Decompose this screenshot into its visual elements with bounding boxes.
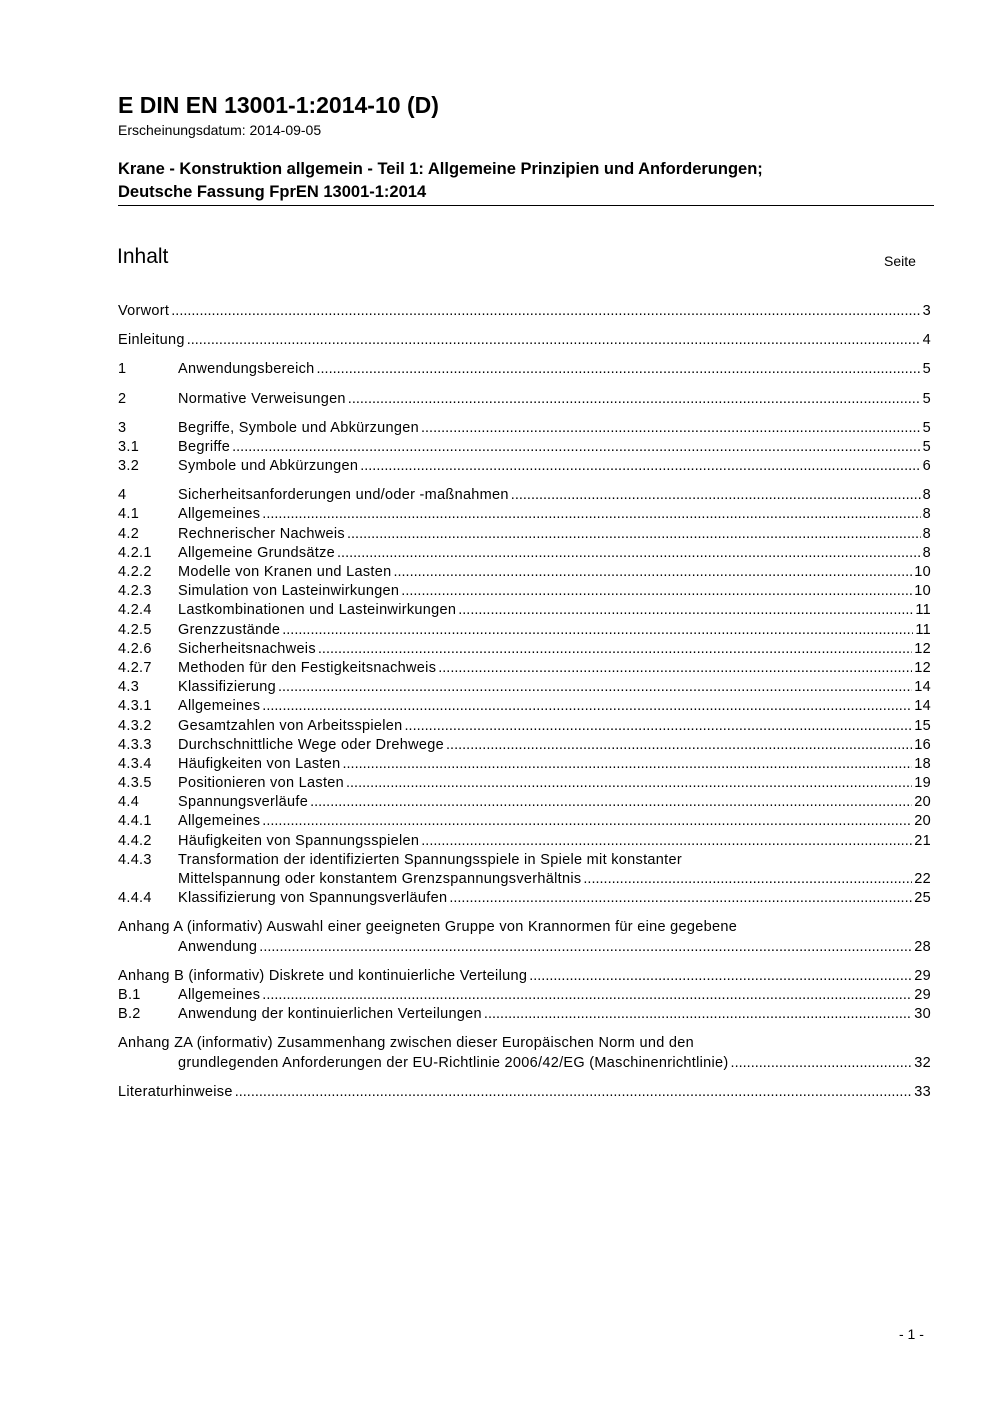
toc-entry-title: Rechnerischer Nachweis [178, 525, 345, 542]
toc-leader-dots [318, 640, 912, 659]
title-divider [118, 205, 934, 206]
toc-entry-number: 2 [118, 390, 127, 407]
toc-entry-page: 21 [914, 832, 931, 849]
toc-entry-page: 5 [922, 419, 931, 436]
toc-leader-dots [484, 1005, 912, 1024]
toc-entry-number: 3.1 [118, 438, 140, 455]
toc-leader-dots [405, 717, 913, 736]
document-title: E DIN EN 13001-1:2014-10 (D) [118, 92, 439, 118]
toc-leader-dots [421, 419, 921, 438]
toc-entry-number: 4.3.4 [118, 755, 152, 772]
toc-leader-dots [449, 889, 912, 908]
toc-entry[interactable] [118, 457, 931, 476]
toc-entry-number: 4.3.2 [118, 717, 152, 734]
toc-entry-number: 4 [118, 487, 127, 504]
toc-entry[interactable] [118, 918, 931, 956]
toc-leader-dots [360, 457, 920, 476]
toc-entry-number: 4.3 [118, 679, 140, 696]
toc-leader-dots [731, 1054, 913, 1073]
toc-entry-title: Simulation von Lasteinwirkungen [178, 583, 400, 600]
toc-leader-dots [346, 774, 912, 793]
toc-entry[interactable] [118, 331, 931, 350]
toc-entry-title: Allgemeines [178, 987, 261, 1004]
toc-entry[interactable] [118, 302, 931, 321]
toc-entry-page: 30 [914, 1006, 931, 1023]
toc-leader-dots [262, 986, 912, 1005]
toc-entry-number: 4.2.5 [118, 621, 152, 638]
toc-entry[interactable] [118, 640, 931, 659]
toc-entry-number: 4.2.4 [118, 602, 152, 619]
toc-entry-page: 5 [922, 390, 931, 407]
toc-entry-title: Klassifizierung [178, 679, 276, 696]
toc-entry-page: 20 [914, 794, 931, 811]
toc-entry[interactable] [118, 774, 931, 793]
toc-leader-dots [511, 486, 921, 505]
toc-entry-page: 29 [914, 967, 931, 984]
toc-entry-number: 4.3.1 [118, 698, 152, 715]
toc-leader-dots [347, 525, 921, 544]
toc-entry-title: Literaturhinweise [118, 1083, 233, 1100]
toc-entry-title: Spannungsverläufe [178, 794, 309, 811]
toc-entry-page: 28 [914, 938, 931, 955]
toc-entry-number: 3 [118, 419, 127, 436]
toc-entry-title-line-1: Anhang A (informativ) Auswahl einer geeigneten Gruppe von Krannormen für eine gegebene [118, 919, 738, 936]
toc-entry-title: Anhang B (informativ) Diskrete und kontinuierliche Verteilung [118, 967, 528, 984]
toc-page-column-label: Seite [884, 253, 916, 269]
toc-entry-title-line-1: Anhang ZA (informativ) Zusammenhang zwischen dieser Europäischen Norm und den [118, 1035, 694, 1052]
toc-entry[interactable] [118, 736, 931, 755]
toc-heading: Inhalt [117, 245, 169, 268]
toc-entry-page: 25 [914, 890, 931, 907]
toc-entry-title-line-2: Anwendung [178, 938, 258, 955]
toc-entry[interactable] [118, 851, 931, 889]
toc-entry[interactable] [118, 601, 931, 620]
toc-leader-dots [583, 870, 912, 889]
toc-entry-number: 4.4.2 [118, 832, 152, 849]
toc-entry[interactable] [118, 582, 931, 601]
table-of-contents [118, 302, 931, 1102]
toc-entry-title-line-2: Mittelspannung oder konstantem Grenzspannungsverhältnis [178, 871, 582, 888]
toc-entry[interactable] [118, 1034, 931, 1072]
toc-entry-page: 19 [914, 775, 931, 792]
toc-entry-title: Symbole und Abkürzungen [178, 458, 359, 475]
toc-entry-title: Vorwort [118, 302, 170, 319]
toc-entry-page: 14 [914, 698, 931, 715]
toc-entry-title: Grenzzustände [178, 621, 281, 638]
toc-entry[interactable] [118, 544, 931, 563]
toc-entry-title-line-2: grundlegenden Anforderungen der EU-Richtlinie 2006/42/EG (Maschinenrichtlinie) [178, 1054, 729, 1071]
toc-leader-dots [337, 544, 921, 563]
toc-entry[interactable] [118, 889, 931, 908]
toc-entry[interactable] [118, 659, 931, 678]
toc-entry-page: 5 [922, 361, 931, 378]
toc-leader-dots [317, 360, 921, 379]
toc-entry-title: Einleitung [118, 332, 185, 349]
toc-entry[interactable] [118, 678, 931, 697]
toc-entry[interactable] [118, 486, 931, 505]
toc-entry-page: 18 [914, 755, 931, 772]
toc-leader-dots [529, 967, 912, 986]
toc-entry-page: 8 [922, 525, 931, 542]
toc-leader-dots [348, 390, 921, 409]
toc-leader-dots [342, 755, 912, 774]
toc-entry-page: 20 [914, 813, 931, 830]
toc-entry-page: 8 [922, 544, 931, 561]
toc-entry[interactable] [118, 438, 931, 457]
toc-entry-page: 10 [914, 583, 931, 600]
subtitle-line-1: Krane - Konstruktion allgemein - Teil 1: Allgemeine Prinzipien und Anforderungen; [118, 160, 763, 178]
toc-entry-number: B.2 [118, 1006, 141, 1023]
toc-entry-number: 4.3.3 [118, 736, 152, 753]
toc-entry-page: 11 [915, 602, 931, 619]
toc-entry-title: Anwendungsbereich [178, 361, 315, 378]
toc-entry-number: 4.2.6 [118, 640, 152, 657]
toc-entry-number: B.1 [118, 987, 141, 1004]
toc-leader-dots [235, 1083, 913, 1102]
toc-leader-dots [438, 659, 912, 678]
toc-entry[interactable] [118, 967, 931, 986]
toc-entry[interactable] [118, 1005, 931, 1024]
toc-entry[interactable] [118, 506, 931, 525]
toc-entry-title: Positionieren von Lasten [178, 775, 344, 792]
toc-entry[interactable] [118, 563, 931, 582]
toc-entry-title: Begriffe [178, 438, 231, 455]
toc-entry-number: 4.2 [118, 525, 140, 542]
toc-entry[interactable] [118, 986, 931, 1005]
toc-entry[interactable] [118, 697, 931, 716]
toc-entry[interactable] [118, 621, 931, 640]
toc-entry-page: 11 [915, 621, 931, 638]
toc-leader-dots [278, 678, 912, 697]
toc-entry-page: 3 [922, 302, 931, 319]
toc-entry-number: 4.4 [118, 794, 140, 811]
toc-leader-dots [187, 331, 921, 350]
toc-leader-dots [310, 793, 912, 812]
toc-entry-title: Klassifizierung von Spannungsverläufen [178, 890, 448, 907]
toc-entry-title: Methoden für den Festigkeitsnachweis [178, 659, 437, 676]
toc-entry-page: 8 [922, 506, 931, 523]
toc-entry-number: 4.3.5 [118, 775, 152, 792]
toc-entry-title: Begriffe, Symbole und Abkürzungen [178, 419, 419, 436]
toc-leader-dots [393, 563, 912, 582]
toc-entry-title: Allgemeines [178, 698, 261, 715]
toc-entry[interactable] [118, 360, 931, 379]
toc-entry-page: 16 [914, 736, 931, 753]
toc-entry-page: 8 [922, 487, 931, 504]
subtitle-line-2: Deutsche Fassung FprEN 13001-1:2014 [118, 183, 427, 201]
toc-entry-page: 32 [914, 1054, 931, 1071]
toc-entry[interactable] [118, 1083, 931, 1102]
toc-leader-dots [232, 438, 921, 457]
toc-entry-page: 10 [914, 564, 931, 581]
toc-entry-page: 5 [922, 438, 931, 455]
toc-entry-title: Anwendung der kontinuierlichen Verteilungen [178, 1006, 482, 1023]
toc-entry-number: 4.1 [118, 506, 140, 523]
toc-entry-number: 3.2 [118, 458, 140, 475]
toc-entry-title: Häufigkeiten von Lasten [178, 755, 341, 772]
toc-entry[interactable] [118, 813, 931, 832]
toc-entry-title: Allgemeines [178, 506, 261, 523]
toc-entry-page: 6 [922, 458, 931, 475]
toc-leader-dots [401, 582, 912, 601]
toc-leader-dots [259, 938, 912, 957]
toc-entry-page: 15 [914, 717, 931, 734]
toc-entry-number: 4.2.2 [118, 564, 152, 581]
toc-entry-number: 1 [118, 361, 127, 378]
toc-entry[interactable] [118, 717, 931, 736]
toc-entry-title: Allgemeine Grundsätze [178, 544, 336, 561]
toc-entry[interactable] [118, 419, 931, 438]
publication-date: Erscheinungsdatum: 2014-09-05 [118, 122, 322, 138]
toc-entry-number: 4.4.3 [118, 851, 152, 868]
toc-entry-title: Modelle von Kranen und Lasten [178, 564, 392, 581]
toc-entry-number: 4.4.1 [118, 813, 152, 830]
toc-leader-dots [171, 302, 920, 321]
toc-entry-number: 4.2.1 [118, 544, 152, 561]
toc-leader-dots [421, 832, 912, 851]
toc-entry-page: 4 [922, 332, 931, 349]
toc-leader-dots [446, 736, 912, 755]
toc-entry[interactable] [118, 793, 931, 812]
toc-leader-dots [282, 621, 913, 640]
toc-entry-page: 29 [914, 987, 931, 1004]
toc-entry-title: Allgemeines [178, 813, 261, 830]
toc-leader-dots [262, 505, 920, 524]
toc-entry-page: 14 [914, 679, 931, 696]
toc-entry-title: Normative Verweisungen [178, 390, 346, 407]
toc-entry-title: Lastkombinationen und Lasteinwirkungen [178, 602, 457, 619]
toc-entry-number: 4.4.4 [118, 890, 152, 907]
toc-entry-title: Durchschnittliche Wege oder Drehwege [178, 736, 445, 753]
toc-entry-number: 4.2.7 [118, 659, 152, 676]
toc-leader-dots [262, 697, 912, 716]
toc-entry-page: 12 [914, 659, 931, 676]
toc-leader-dots [458, 601, 913, 620]
toc-entry-title: Sicherheitsnachweis [178, 640, 316, 657]
toc-entry-page: 22 [914, 871, 931, 888]
page-number: - 1 - [899, 1326, 924, 1342]
toc-entry-title-line-1: Transformation der identifizierten Spannungsspiele in Spiele mit konstanter [178, 851, 682, 868]
toc-entry-title: Häufigkeiten von Spannungsspielen [178, 832, 420, 849]
toc-entry[interactable] [118, 390, 931, 409]
toc-entry-number: 4.2.3 [118, 583, 152, 600]
toc-entry-title: Sicherheitsanforderungen und/oder -maßnahmen [178, 487, 509, 504]
document-subtitle [118, 158, 934, 204]
toc-entry-page: 12 [914, 640, 931, 657]
toc-entry[interactable] [118, 755, 931, 774]
toc-leader-dots [262, 812, 912, 831]
toc-entry-title: Gesamtzahlen von Arbeitsspielen [178, 717, 403, 734]
toc-entry-page: 33 [914, 1083, 931, 1100]
toc-entry[interactable] [118, 525, 931, 544]
toc-entry[interactable] [118, 832, 931, 851]
